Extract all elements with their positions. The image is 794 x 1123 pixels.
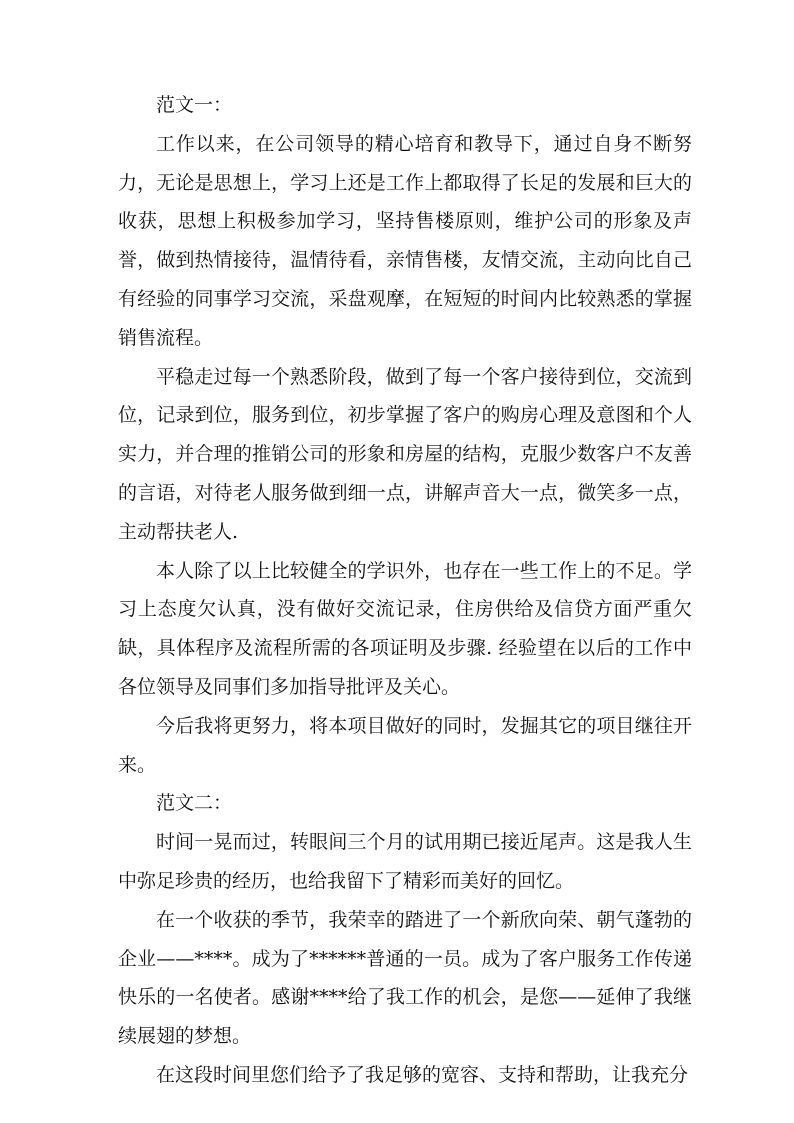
paragraph-gratitude: 在这段时间里您们给予了我足够的宽容、支持和帮助，让我充分 (156, 1063, 689, 1086)
paragraph-joining-company: 在一个收获的季节，我荣幸的踏进了一个新欣向荣、朝气蓬勃的企业——****。成为了******普通的一员。成为了客户服务工作传递快乐的一名使者。感谢****给了我工作的机会，是您——延伸了我继续展翅的梦想。 (118, 908, 692, 1048)
heading-sample-one: 范文一： (156, 94, 233, 116)
paragraph-shortcomings: 本人除了以上比较健全的学识外，也存在一些工作上的不足。学习上态度欠认真，没有做好交流记录，住房供给及信贷方面严重欠缺，具体程序及流程所需的各项证明及步骤. 经验望在以后的工作中各位领导及同事们多加指导批评及关心。 (118, 559, 692, 698)
paragraph-customer-service: 平稳走过每一个熟悉阶段，做到了每一个客户接待到位，交流到位，记录到位，服务到位，初步掌握了客户的购房心理及意图和个人实力，并合理的推销公司的形象和房屋的结构，克服少数客户不友善的言语，对待老人服务做到细一点，讲解声音大一点，微笑多一点，主动帮扶老人. (118, 365, 692, 543)
heading-sample-two: 范文二： (156, 792, 233, 815)
document-page (118, 86, 692, 1095)
paragraph-work-summary: 工作以来，在公司领导的精心培育和教导下，通过自身不断努力，无论是思想上，学习上还是工作上都取得了长足的发展和巨大的收获，思想上积极参加学习，坚持售楼原则，维护公司的形象及声誉，做到热情接待，温情待看，亲情售楼，友情交流，主动向比自己有经验的同事学习交流，采盘观摩，在短短的时间内比较熟悉的掌握销售流程。 (118, 132, 692, 349)
paragraph-probation-end: 时间一晃而过，转眼间三个月的试用期已接近尾声。这是我人生中弥足珍贵的经历，也给我留下了精彩而美好的回忆。 (118, 831, 692, 892)
paragraph-future-plan: 今后我将更努力，将本项目做好的同时，发掘其它的项目继往开来。 (118, 714, 692, 776)
